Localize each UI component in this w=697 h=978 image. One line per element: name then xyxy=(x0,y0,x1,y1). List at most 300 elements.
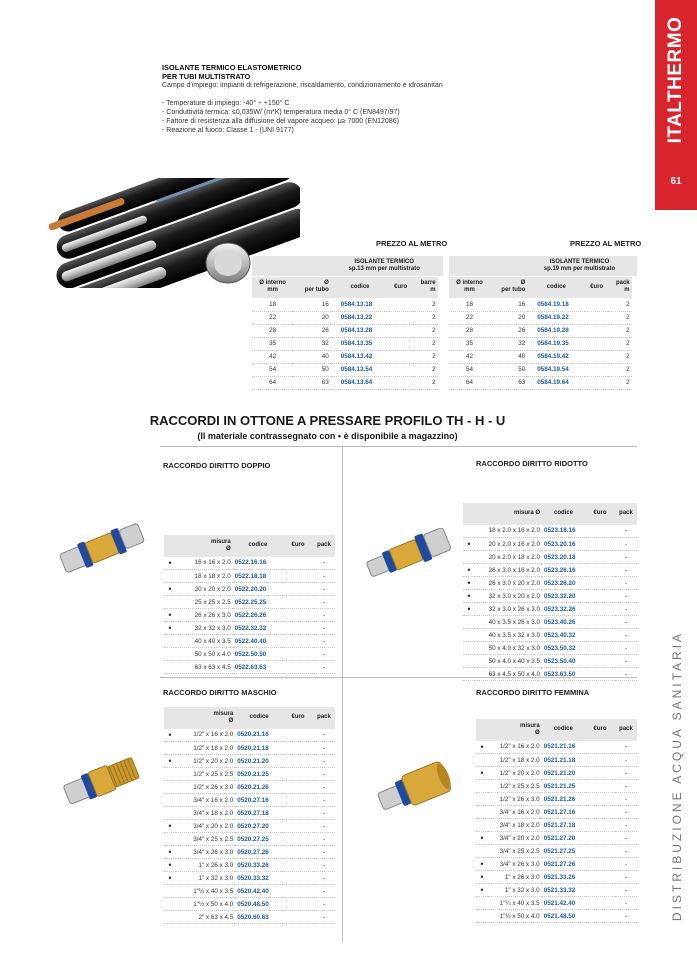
qty-cell: 2 xyxy=(608,311,632,324)
tube-diameter-cell: 40 xyxy=(490,350,527,363)
price-cell xyxy=(283,846,313,859)
col-header: codice xyxy=(542,503,585,525)
size-cell: 1" x 32 x 3.0 xyxy=(488,884,542,897)
tube-diameter-cell: 20 xyxy=(293,311,331,324)
code-cell: 0584.19.35 xyxy=(527,337,585,350)
size-cell: 1/2" x 25 x 2.5 xyxy=(176,768,235,781)
intro-specs-list xyxy=(162,99,582,135)
price-cell xyxy=(283,898,313,911)
col-header: €uro xyxy=(585,276,608,298)
table-row xyxy=(164,583,335,596)
code-cell: 0584.13.18 xyxy=(331,298,389,311)
price-cell xyxy=(585,858,615,871)
inner-diameter-cell: 42 xyxy=(252,350,293,363)
price-cell xyxy=(389,298,412,311)
code-cell: 0520.27.25 xyxy=(235,833,283,846)
code-cell: 0523.63.50 xyxy=(542,668,585,681)
tube-diameter-cell: 63 xyxy=(490,376,527,389)
tube-diameter-cell: 26 xyxy=(490,324,527,337)
price-cell xyxy=(585,832,615,845)
price-cell xyxy=(585,376,608,389)
stock-bullet: • xyxy=(463,577,475,590)
divider xyxy=(342,446,343,942)
price-cell xyxy=(283,755,313,768)
pack-cell: - xyxy=(313,781,335,794)
code-cell: 0520.21.25 xyxy=(235,768,283,781)
stock-bullet xyxy=(164,833,176,846)
stock-bullet xyxy=(164,885,176,898)
qty-cell: 2 xyxy=(608,376,632,389)
size-cell: 20 x 2.0 x 18 x 2.0 xyxy=(475,551,542,564)
size-cell: 3/4" x 26 x 3.0 xyxy=(176,846,235,859)
qty-cell: 2 xyxy=(412,311,438,324)
code-cell: 0521.21.16 xyxy=(542,741,585,754)
price-cell xyxy=(585,741,615,754)
table-row xyxy=(476,793,637,806)
table-row xyxy=(463,616,637,629)
size-cell: 63 x 4.5 x 50 x 4.0 xyxy=(475,668,542,681)
price-cell xyxy=(585,551,615,564)
inner-diameter-cell: 28 xyxy=(449,324,490,337)
size-cell: 1" x 32 x 3.0 xyxy=(176,872,235,885)
stock-bullet: • xyxy=(164,859,176,872)
col-header: €uro xyxy=(389,276,412,298)
stock-bullet xyxy=(463,642,475,655)
table-row xyxy=(164,742,335,755)
table-row xyxy=(476,767,637,780)
code-cell: 0520.21.20 xyxy=(235,755,283,768)
fitting-female-image xyxy=(376,760,454,816)
stock-bullet: • xyxy=(463,538,475,551)
code-cell: 0520.21.16 xyxy=(235,729,283,742)
price-cell xyxy=(585,793,615,806)
code-cell: 0521.21.20 xyxy=(542,767,585,780)
col-header: Ø per tubo xyxy=(293,276,331,298)
stock-bullet: • xyxy=(476,741,488,754)
col-header: barre m xyxy=(412,276,438,298)
code-cell: 0520.60.63 xyxy=(235,911,283,924)
table-row xyxy=(164,570,335,583)
price-cell xyxy=(585,363,608,376)
price-cell xyxy=(585,871,615,884)
price-cell xyxy=(585,845,615,858)
table-row xyxy=(164,635,335,648)
stock-bullet xyxy=(164,596,176,609)
code-cell: 0523.26.20 xyxy=(542,577,585,590)
stock-bullet xyxy=(164,648,176,661)
price-cell xyxy=(283,768,313,781)
code-cell: 0584.19.42 xyxy=(527,350,585,363)
inner-diameter-cell: 42 xyxy=(449,350,490,363)
pack-cell: - xyxy=(313,596,335,609)
stock-bullet: • xyxy=(476,871,488,884)
size-cell: 1/2" x 25 x 2.5 xyxy=(488,780,542,793)
table-row xyxy=(164,885,335,898)
price-label-left: PREZZO AL METRO xyxy=(376,239,448,248)
pack-cell: - xyxy=(615,551,637,564)
divider xyxy=(160,446,637,447)
tube-diameter-cell: 26 xyxy=(293,324,331,337)
price-cell xyxy=(389,324,412,337)
code-cell: 0523.18.16 xyxy=(542,525,585,538)
stock-bullet: • xyxy=(164,755,176,768)
price-cell xyxy=(283,648,313,661)
table-row xyxy=(476,858,637,871)
size-cell: 1/2" x 16 x 2.0 xyxy=(488,741,542,754)
col-header: €uro xyxy=(283,707,313,729)
size-cell: 3/4" x 18 x 2.0 xyxy=(488,819,542,832)
price-cell xyxy=(585,590,615,603)
table-row xyxy=(476,871,637,884)
pack-cell: - xyxy=(313,794,335,807)
code-cell: 0521.27.16 xyxy=(542,806,585,819)
stock-bullet xyxy=(164,661,176,674)
size-cell: 20 x 20 x 2.0 xyxy=(176,583,233,596)
table-row xyxy=(463,590,637,603)
qty-cell: 2 xyxy=(412,350,438,363)
pack-cell: - xyxy=(313,911,335,924)
pack-cell: - xyxy=(615,590,637,603)
size-cell: 3/4" x 20 x 2.0 xyxy=(176,820,235,833)
stock-bullet: • xyxy=(476,858,488,871)
size-cell: 26 x 26 x 3.0 xyxy=(176,609,233,622)
size-cell: 3/4" x 16 x 2.0 xyxy=(488,806,542,819)
code-cell: 0521.21.25 xyxy=(542,780,585,793)
code-cell: 0521.48.50 xyxy=(542,910,585,923)
pack-cell: - xyxy=(615,741,637,754)
stock-bullet: • xyxy=(476,767,488,780)
price-cell xyxy=(389,337,412,350)
size-cell: 1/2" x 20 x 2.0 xyxy=(488,767,542,780)
inner-diameter-cell: 64 xyxy=(449,376,490,389)
col-header: codice xyxy=(542,719,585,741)
code-cell: 0523.32.26 xyxy=(542,603,585,616)
table-row xyxy=(164,833,335,846)
code-cell: 0520.27.26 xyxy=(235,846,283,859)
code-cell: 0584.19.18 xyxy=(527,298,585,311)
price-cell xyxy=(283,557,313,570)
table-row xyxy=(164,648,335,661)
pack-cell: - xyxy=(615,629,637,642)
size-cell: 25 x 25 x 2.5 xyxy=(176,596,233,609)
price-cell xyxy=(283,583,313,596)
code-cell: 0523.50.32 xyxy=(542,642,585,655)
qty-cell: 2 xyxy=(608,337,632,350)
stock-bullet xyxy=(164,570,176,583)
table-row xyxy=(252,363,443,376)
price-cell xyxy=(283,596,313,609)
code-cell: 0521.21.18 xyxy=(542,754,585,767)
price-cell xyxy=(585,629,615,642)
table-row xyxy=(252,311,443,324)
code-cell: 0522.63.63 xyxy=(233,661,283,674)
pack-cell: - xyxy=(313,729,335,742)
spec-item: - Fattore di resistenza alla diffusione del vapore acqueo: μ≥ 7000 (EN12086) xyxy=(162,118,399,125)
price-cell xyxy=(585,780,615,793)
code-cell: 0521.21.26 xyxy=(542,793,585,806)
table-row xyxy=(449,363,637,376)
pack-cell: - xyxy=(313,833,335,846)
code-cell: 0523.26.16 xyxy=(542,564,585,577)
stock-bullet: • xyxy=(164,820,176,833)
size-cell: 1"¼ x 40 x 3.5 xyxy=(176,885,235,898)
code-cell: 0520.48.50 xyxy=(235,898,283,911)
table-row xyxy=(164,781,335,794)
stock-bullet xyxy=(164,794,176,807)
table-row xyxy=(164,768,335,781)
brand-name: ITALTHERMO xyxy=(665,16,686,144)
price-cell xyxy=(585,897,615,910)
stock-bullet xyxy=(463,525,475,538)
pack-cell: - xyxy=(615,538,637,551)
table-row xyxy=(449,376,637,389)
table-row xyxy=(476,884,637,897)
intro-title-2: PER TUBI MULTISTRATO xyxy=(162,72,251,81)
table-row xyxy=(164,846,335,859)
table-row xyxy=(252,350,443,363)
table-row xyxy=(164,794,335,807)
pack-cell: - xyxy=(615,767,637,780)
price-cell xyxy=(283,729,313,742)
pack-cell: - xyxy=(615,806,637,819)
pack-cell: - xyxy=(615,832,637,845)
col-header: codice xyxy=(235,707,283,729)
pack-cell: - xyxy=(313,898,335,911)
table-row xyxy=(449,298,637,311)
price-cell xyxy=(283,820,313,833)
size-cell: 1/2" x 20 x 2.0 xyxy=(176,755,235,768)
stock-bullet xyxy=(164,807,176,820)
col-header: codice xyxy=(331,276,389,298)
col-header: pack xyxy=(615,503,637,525)
table-row xyxy=(164,807,335,820)
inner-diameter-cell: 54 xyxy=(449,363,490,376)
table-row xyxy=(449,324,637,337)
fitting-double-image xyxy=(58,522,146,574)
size-cell: 2" x 63 x 4.5 xyxy=(176,911,235,924)
fitting-table-ridotto xyxy=(463,502,637,681)
pack-cell: - xyxy=(615,616,637,629)
col-header: €uro xyxy=(585,503,615,525)
table-row xyxy=(164,820,335,833)
table-row xyxy=(476,832,637,845)
stock-bullet: • xyxy=(164,557,176,570)
table-row xyxy=(463,525,637,538)
price-cell xyxy=(585,616,615,629)
stock-bullet: • xyxy=(164,609,176,622)
size-cell: 18 x 2.0 x 16 x 2.0 xyxy=(475,525,542,538)
size-cell: 16 x 16 x 2.0 xyxy=(176,557,233,570)
table-row xyxy=(449,350,637,363)
size-cell: 1" x 26 x 3.0 xyxy=(176,859,235,872)
stock-bullet: • xyxy=(164,872,176,885)
table-row xyxy=(164,898,335,911)
price-cell xyxy=(585,754,615,767)
code-cell: 0522.32.32 xyxy=(233,622,283,635)
price-cell xyxy=(585,311,608,324)
size-cell: 3/4" x 18 x 2.0 xyxy=(176,807,235,820)
code-cell: 0520.21.18 xyxy=(235,742,283,755)
price-cell xyxy=(585,324,608,337)
code-cell: 0584.19.28 xyxy=(527,324,585,337)
pack-cell: - xyxy=(615,871,637,884)
price-cell xyxy=(585,655,615,668)
stock-bullet xyxy=(164,781,176,794)
col-header: misura Ø xyxy=(475,503,542,525)
col-header: codice xyxy=(233,535,283,557)
code-cell: 0522.40.40 xyxy=(233,635,283,648)
code-cell: 0520.33.26 xyxy=(235,859,283,872)
pack-cell: - xyxy=(615,910,637,923)
qty-cell: 2 xyxy=(412,298,438,311)
size-cell: 26 x 3.0 x 16 x 2.0 xyxy=(475,564,542,577)
stock-bullet xyxy=(476,897,488,910)
code-cell: 0523.20.16 xyxy=(542,538,585,551)
size-cell: 63 x 63 x 4.5 xyxy=(176,661,233,674)
inner-diameter-cell: 54 xyxy=(252,363,293,376)
code-cell: 0522.25.25 xyxy=(233,596,283,609)
code-cell: 0520.27.18 xyxy=(235,807,283,820)
spec-item: - Temperature di impiego: -40° ÷ +150° C xyxy=(162,100,290,107)
inner-diameter-cell: 22 xyxy=(449,311,490,324)
inner-diameter-cell: 64 xyxy=(252,376,293,389)
pack-cell: - xyxy=(313,635,335,648)
code-cell: 0520.33.32 xyxy=(235,872,283,885)
table-row xyxy=(449,337,637,350)
qty-cell: 2 xyxy=(608,324,632,337)
price-cell xyxy=(283,859,313,872)
stock-bullet xyxy=(164,768,176,781)
size-cell: 1"¼ x 40 x 3.5 xyxy=(488,897,542,910)
price-cell xyxy=(283,635,313,648)
col-header: codice xyxy=(527,276,585,298)
fitting-table-maschio xyxy=(164,706,335,924)
price-label-right: PREZZO AL METRO xyxy=(570,239,642,248)
pack-cell: - xyxy=(313,859,335,872)
size-cell: 1"½ x 50 x 4.0 xyxy=(176,898,235,911)
code-cell: 0584.13.35 xyxy=(331,337,389,350)
stock-bullet xyxy=(463,551,475,564)
code-cell: 0520.21.26 xyxy=(235,781,283,794)
pack-cell: - xyxy=(615,793,637,806)
tube-diameter-cell: 32 xyxy=(490,337,527,350)
tube-diameter-cell: 63 xyxy=(293,376,331,389)
price-cell xyxy=(283,807,313,820)
price-cell xyxy=(389,363,412,376)
insulation-table-19mm xyxy=(449,256,637,390)
table-row xyxy=(476,819,637,832)
group-header: ISOLANTE TERMICO sp.19 mm per multistrato xyxy=(527,256,631,276)
insulation-table-13mm xyxy=(252,256,443,390)
col-header: misura Ø xyxy=(176,535,233,557)
pack-cell: - xyxy=(313,807,335,820)
inner-diameter-cell: 22 xyxy=(252,311,293,324)
table-row xyxy=(164,596,335,609)
price-cell xyxy=(389,376,412,389)
code-cell: 0523.50.40 xyxy=(542,655,585,668)
pack-cell: - xyxy=(615,897,637,910)
table-row xyxy=(463,577,637,590)
pack-cell: - xyxy=(615,564,637,577)
table-row xyxy=(476,910,637,923)
size-cell: 50 x 4.0 x 32 x 3.0 xyxy=(475,642,542,655)
pack-cell: - xyxy=(313,755,335,768)
stock-bullet xyxy=(463,668,475,681)
pack-cell: - xyxy=(615,884,637,897)
price-cell xyxy=(585,884,615,897)
code-cell: 0523.20.18 xyxy=(542,551,585,564)
table-row xyxy=(476,741,637,754)
price-cell xyxy=(585,767,615,780)
stock-bullet: • xyxy=(164,583,176,596)
pack-cell: - xyxy=(313,570,335,583)
pack-cell: - xyxy=(313,885,335,898)
code-cell: 0584.13.22 xyxy=(331,311,389,324)
size-cell: 1/2" x 26 x 3.0 xyxy=(488,793,542,806)
size-cell: 3/4" x 25 x 2.5 xyxy=(176,833,235,846)
table-row xyxy=(463,564,637,577)
pack-cell: - xyxy=(313,846,335,859)
price-cell xyxy=(585,298,608,311)
stock-bullet: • xyxy=(164,846,176,859)
price-cell xyxy=(283,661,313,674)
tube-diameter-cell: 32 xyxy=(293,337,331,350)
size-cell: 1/2" x 18 x 2.0 xyxy=(488,754,542,767)
size-cell: 32 x 32 x 3.0 xyxy=(176,622,233,635)
table-row xyxy=(476,806,637,819)
table-row xyxy=(463,668,637,681)
price-cell xyxy=(585,806,615,819)
col-header: Ø interno mm xyxy=(252,276,293,298)
intro-title-1: ISOLANTE TERMICO ELASTOMETRICO xyxy=(162,63,302,72)
pack-cell: - xyxy=(615,642,637,655)
size-cell: 40 x 3.5 x 32 x 3.0 xyxy=(475,629,542,642)
price-cell xyxy=(585,564,615,577)
pack-cell: - xyxy=(313,872,335,885)
code-cell: 0521.27.25 xyxy=(542,845,585,858)
block-title-ridotto: RACCORDO DIRITTO RIDOTTO xyxy=(476,459,588,468)
size-cell: 32 x 3.0 x 20 x 2.0 xyxy=(475,590,542,603)
pack-cell: - xyxy=(313,768,335,781)
code-cell: 0521.42.40 xyxy=(542,897,585,910)
size-cell: 3/4" x 26 x 3.0 xyxy=(488,858,542,871)
stock-bullet xyxy=(463,616,475,629)
table-row xyxy=(476,897,637,910)
price-cell xyxy=(283,609,313,622)
col-header: Ø interno mm xyxy=(449,276,490,298)
price-cell xyxy=(585,538,615,551)
table-row xyxy=(449,311,637,324)
side-section-label: DISTRIBUZIONE ACQUA SANITARIA xyxy=(670,630,684,922)
price-cell xyxy=(389,350,412,363)
block-title-maschio: RACCORDO DIRITTO MASCHIO xyxy=(163,688,277,697)
pack-cell: - xyxy=(615,819,637,832)
col-header: pack xyxy=(615,719,637,741)
size-cell: 1/2" x 26 x 3.0 xyxy=(176,781,235,794)
stock-bullet: • xyxy=(463,564,475,577)
col-header: pack xyxy=(313,535,335,557)
code-cell: 0521.27.26 xyxy=(542,858,585,871)
price-cell xyxy=(585,577,615,590)
code-cell: 0584.19.22 xyxy=(527,311,585,324)
qty-cell: 2 xyxy=(412,376,438,389)
price-cell xyxy=(283,570,313,583)
table-row xyxy=(476,754,637,767)
col-header: pack xyxy=(313,707,335,729)
table-row xyxy=(164,557,335,570)
col-header: misura Ø xyxy=(488,719,542,741)
table-row xyxy=(164,859,335,872)
